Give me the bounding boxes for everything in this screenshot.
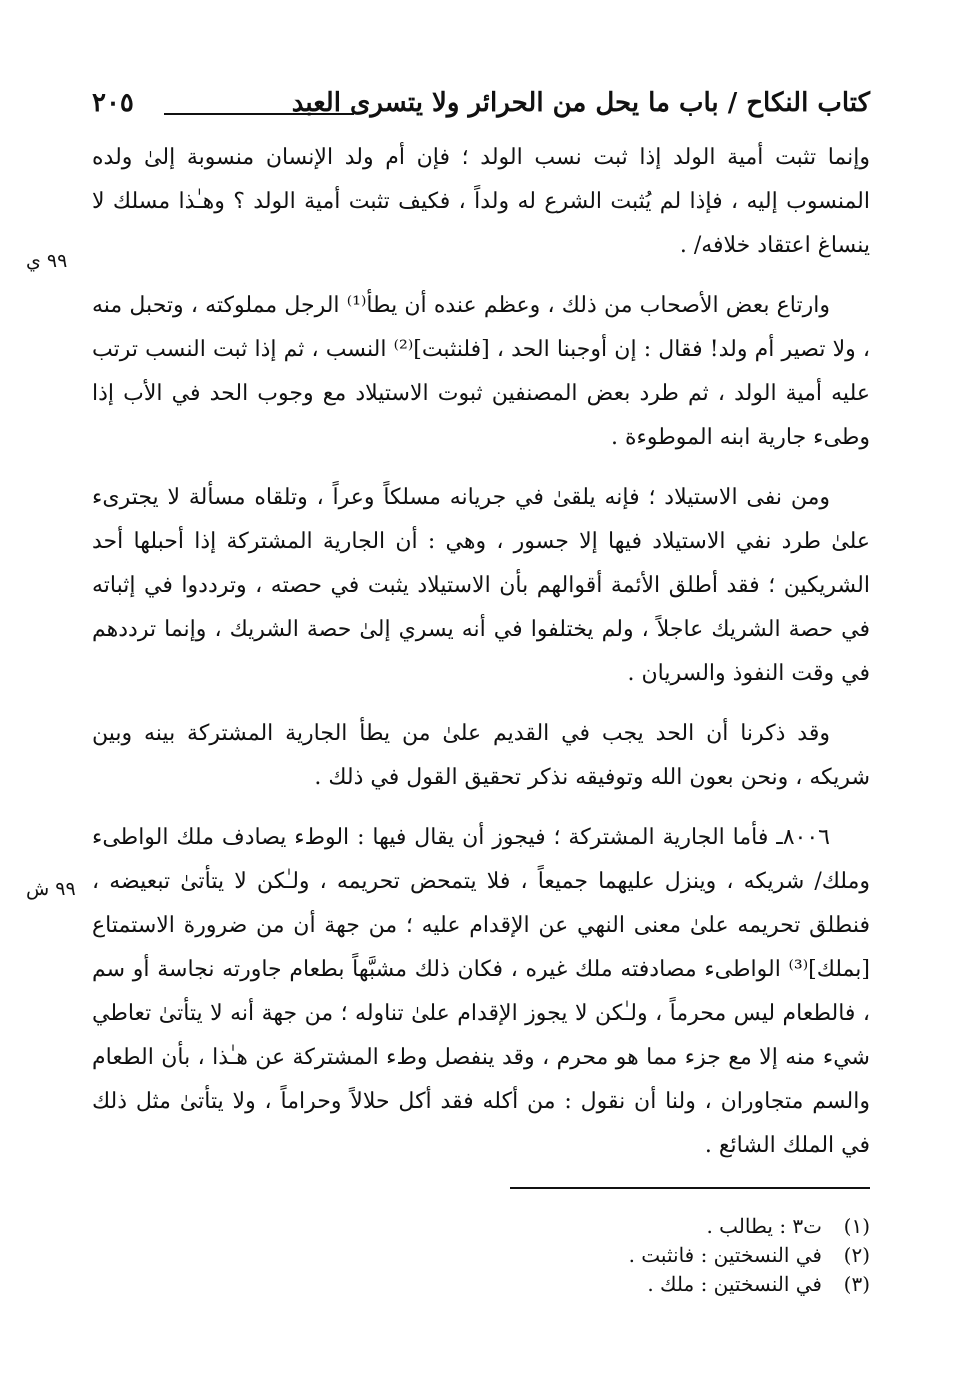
footnote (270, 1270, 870, 1299)
running-title: كتاب النكاح / باب ما يحل من الحرائر ولا يتسرى العبد (291, 88, 870, 118)
footnote-number: (٢) (843, 1243, 870, 1267)
footnote (270, 1241, 870, 1270)
page-number: ٢٠٥ (92, 88, 134, 118)
footnote-text: في النسختين : ملك . (647, 1272, 822, 1296)
paragraph: ٨٠٠٦ـ فأما الجارية المشتركة ؛ فيجوز أن يقال فيها : الوطء يصادف ملك الواطىء وملك/ شريكه ، وينزل عليهما جميعاً ، فلا يتمحض تحريمه ، ولـٰكن لا يتأتىٰ تبعيضه ، فنطلق تحريمه علىٰ معنى النهي عن الإقدام عليه ؛ من جهة أن من ضرورة الاستمتاع [بملك]⁽³⁾ الواطىء مصادفته ملك غيره ، فكان ذلك مشبَّهاً بطعام جاورته نجاسة أو سم ، فالطعام ليس محرماً ، ولـٰكن لا يجوز الإقدام علىٰ تناوله ؛ من جهة أنه لا يتأتىٰ تعاطي شيء منه إلا مع جزء مما هو محرم ، وقد ينفصل وطء المشتركة عن هـٰذا ، بأن الطعام والسم متجاوران ، ولنا أن نقول : من أكله فقد أكل حلالاً وحراماً ، ولا يتأتىٰ مثل ذلك في الملك الشائع . (92, 825, 870, 1158)
footnote-text: في النسختين : فانثبت . (628, 1243, 822, 1267)
paragraph: وإنما تثبت أمية الولد إذا ثبت نسب الولد ؛ فإن أم ولد الإنسان منسوبة إلىٰ ولده المنسوب إليه ، فإذا لم يُثبت الشرع له ولداً ، فكيف تثبت أمية الولد ؟ وهـٰذا مسلك لا ينساغ اعتقاد خلافه/ . (92, 145, 870, 258)
footnote-rule (510, 1187, 870, 1189)
margin-note: ٩٩ ي (26, 250, 68, 272)
footnotes (270, 1212, 870, 1299)
paragraph: وارتاع بعض الأصحاب من ذلك ، وعظم عنده أن يطأ⁽¹⁾ الرجل مملوكته ، وتحبل منه ، ولا تصير أم ولد! فقال : إن أوجبنا الحد ، [فلنثبت]⁽²⁾ النسب ، ثم إذا ثبت النسب ترتب عليه أمية الولد ، ثم طرد بعض المصنفين ثبوت الاستيلاد مع وجوب الحد في الأب إذا وطىء جارية ابنه الموطوءة . (92, 293, 870, 450)
footnote (270, 1212, 870, 1241)
page-header (92, 82, 870, 126)
header-rule (164, 113, 354, 115)
paragraph: وقد ذكرنا أن الحد يجب في القديم علىٰ من يطأ الجارية المشتركة بينه وبين شريكه ، ونحن بعون الله وتوفيقه نذكر تحقيق القول في ذلك . (92, 721, 870, 790)
body-text (92, 136, 870, 1184)
margin-note: ٩٩ ش (26, 878, 76, 900)
paragraph: ومن نفى الاستيلاد ؛ فإنه يلقىٰ في جريانه مسلكاً وعراً ، وتلقاه مسألة لا يجترىء علىٰ طرد نفي الاستيلاد فيها إلا جسور ، وهي : أن الجارية المشتركة إذا أحبلها أحد الشريكين ؛ فقد أطلق الأئمة أقوالهم بأن الاستيلاد يثبت في حصته ، وترددوا في إثباته في حصة الشريك عاجلاً ، ولم يختلفوا في أنه يسري إلىٰ حصة الشريك ، وإنما ترددهم في وقت النفوذ والسريان . (92, 485, 870, 686)
footnote-number: (٣) (843, 1272, 870, 1296)
footnote-text: ت٣ : يطالب . (706, 1214, 822, 1238)
footnote-number: (١) (843, 1214, 870, 1238)
